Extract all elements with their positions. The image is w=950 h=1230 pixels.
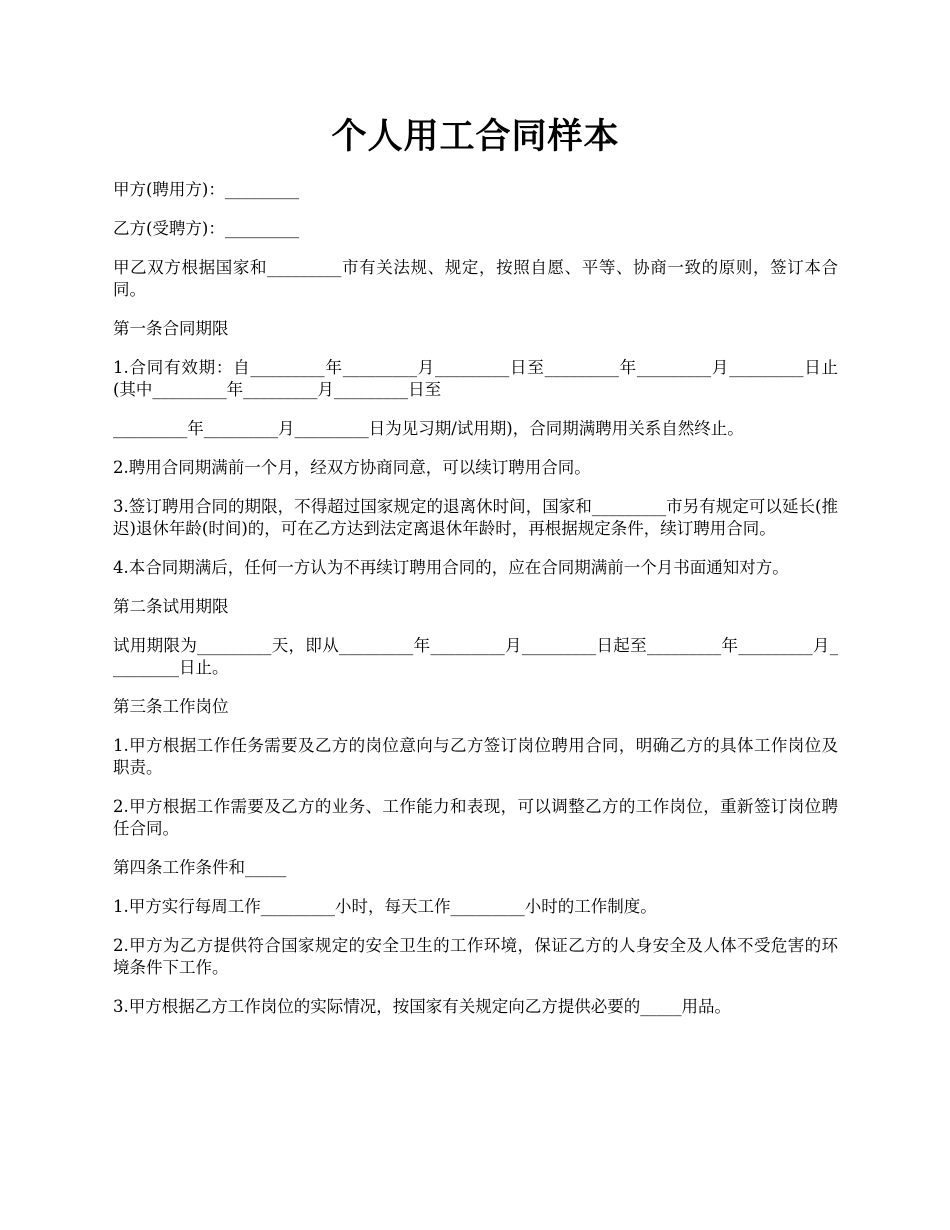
party-b-line: 乙方(受聘方)：_________ [113,219,300,238]
article-4-clause-1: 1.甲方实行每周工作_________小时，每天工作_________小时的工作制度。 [113,897,657,916]
party-a-line: 甲方(聘用方)：_________ [113,180,300,199]
article-4-heading: 第四条工作条件和_____ [113,858,287,877]
article-1-clause-4: 4.本合同期满后，任何一方认为不再续订聘用合同的，应在合同期满前一个月书面通知对方。 [113,558,789,577]
article-3-clause-2: 2.甲方根据工作需要及乙方的业务、工作能力和表现，可以调整乙方的工作岗位，重新签订岗位聘任合同。 [113,797,838,838]
article-1-heading: 第一条合同期限 [113,319,229,338]
article-4-clause-3: 3.甲方根据乙方工作岗位的实际情况，按国家有关规定向乙方提供必要的_____用品。 [113,997,731,1016]
article-2-clause: 试用期限为_________天，即从_________年_________月_________日起至_________年_________月_________日止。 [113,636,838,677]
article-1-clause-1-continued: _________年_________月_________日为见习期/试用期)，合同期满聘用关系自然终止。 [113,419,744,438]
article-3-heading: 第三条工作岗位 [113,697,229,716]
article-1-clause-3: 3.签订聘用合同的期限，不得超过国家规定的退离休时间，国家和_________市另有规定可以延长(推迟)退休年龄(时间)的，可在乙方达到法定离退休年龄时，再根据规定条件，续订聘用合同。 [113,497,838,538]
article-1-clause-2: 2.聘用合同期满前一个月，经双方协商同意，可以续订聘用合同。 [113,458,591,477]
article-1-clause-1: 1.合同有效期：自_________年_________月_________日至_________年_________月_________日止(其中_________年_________月_________日至 [113,358,838,399]
article-2-heading: 第二条试用期限 [113,597,229,616]
article-3-clause-1: 1.甲方根据工作任务需要及乙方的岗位意向与乙方签订岗位聘用合同，明确乙方的具体工作岗位及职责。 [113,736,838,777]
preamble-paragraph: 甲乙双方根据国家和_________市有关法规、规定，按照自愿、平等、协商一致的原则，签订本合同。 [113,258,838,299]
article-4-clause-2: 2.甲方为乙方提供符合国家规定的安全卫生的工作环境，保证乙方的人身安全及人体不受危害的环境条件下工作。 [113,936,838,977]
document-page [113,112,838,1035]
document-title: 个人用工合同样本 [331,116,620,157]
